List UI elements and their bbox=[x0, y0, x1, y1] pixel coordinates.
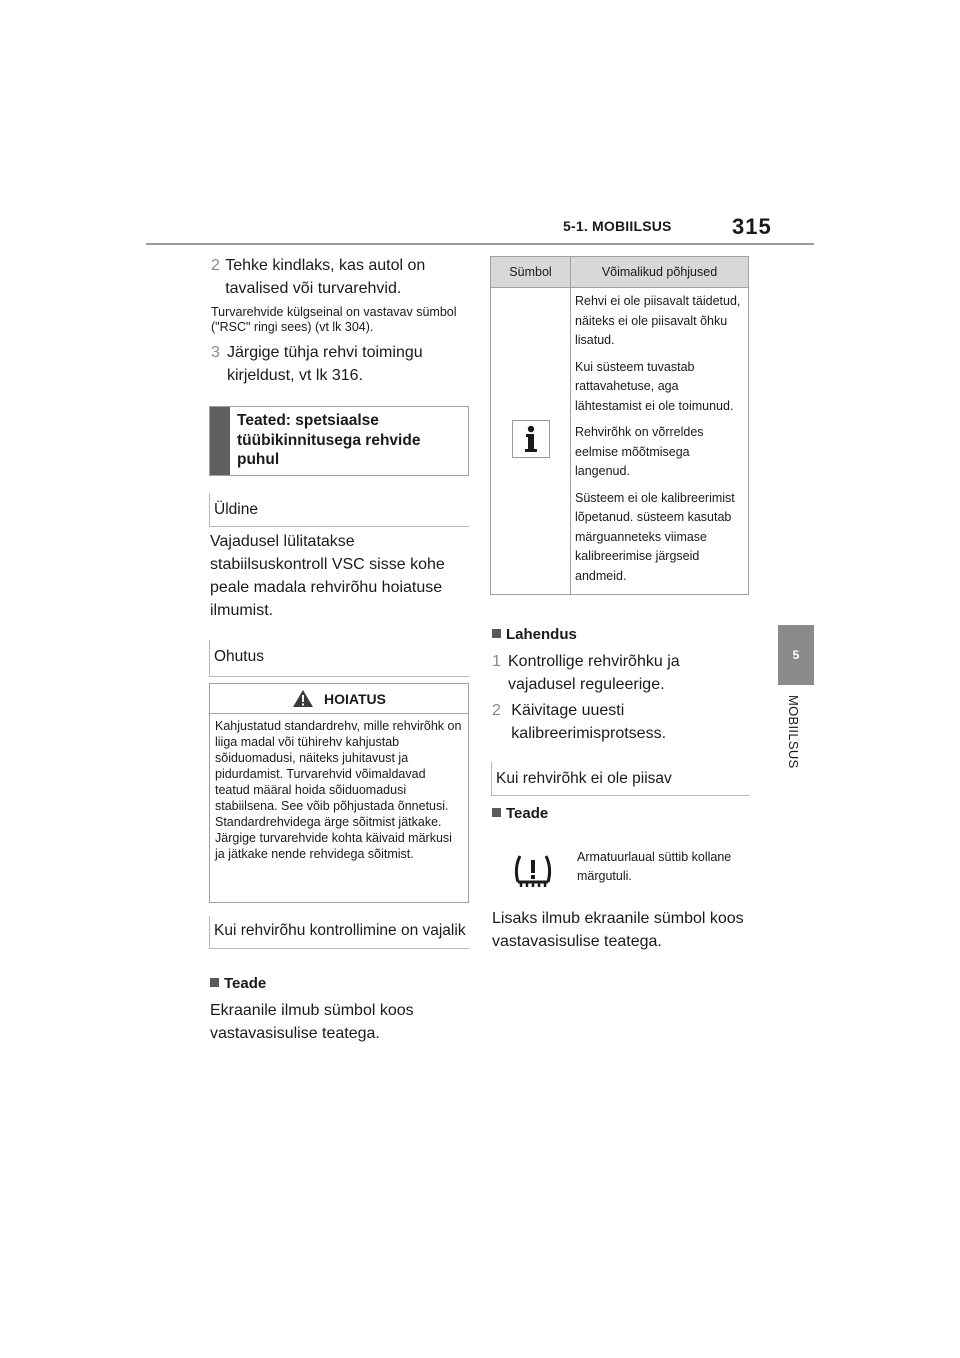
subhead-check: Kui rehvirõhu kontrollimine on vajalik bbox=[209, 916, 469, 949]
subhead-general: Üldine bbox=[209, 493, 469, 527]
tpms-text: Armatuurlaual süttib kollane märgutuli. bbox=[577, 850, 732, 883]
info-icon bbox=[512, 420, 550, 458]
bullet-teade-label: Teade bbox=[506, 805, 549, 822]
bullet-lahendus-label: Lahendus bbox=[506, 626, 577, 643]
chapter-label: MOBIILSUS bbox=[786, 695, 801, 769]
step-2 bbox=[211, 254, 471, 300]
step-3-text: Järgige tühja rehvi toimingu kirjeldust, vt lk 316. bbox=[226, 344, 423, 384]
step-3 bbox=[211, 341, 471, 387]
section-box-bar bbox=[210, 407, 230, 475]
col-reasons: Võimalikud põhjused bbox=[571, 257, 749, 288]
section-title: 5-1. MOBIILSUS bbox=[563, 218, 672, 234]
symbol-table bbox=[490, 256, 749, 595]
solution-2 bbox=[492, 699, 750, 745]
bullet-teade-right bbox=[492, 805, 548, 822]
warning-header bbox=[210, 684, 468, 714]
tire-pressure-warning-icon bbox=[512, 852, 554, 897]
step-3-number: 3 bbox=[211, 344, 220, 361]
warning-text: Kahjustatud standardrehv, mille rehvirõhk on liiga madal või tühirehv kahjustab sõiduomadusi, näiteks juhitavust ja pidurdamist. Turvarehvid võimaldavad teatud määral hoida sõiduomadusi stabiilsena. See võib põhjustada õnnetusi. Standardrehvidega ärge sõitmist jätkake. Järgige turvarehvide kohta käivaid märkusi ja jätkake nende rehvidega sõitmist. bbox=[215, 719, 462, 861]
solution-1 bbox=[492, 650, 750, 696]
rsc-note: Turvarehvide külgseinal on vastavav sümbol ("RSC" ringi sees) (vt lk 304). bbox=[211, 305, 457, 334]
solution-1-number: 1 bbox=[492, 653, 501, 670]
bullet-teade-label: Teade bbox=[224, 975, 267, 992]
subhead-safety: Ohutus bbox=[209, 640, 469, 677]
solution-2-text: Käivitage uuesti kalibreerimisprotsess. bbox=[511, 702, 667, 742]
header-divider bbox=[146, 243, 814, 245]
bullet-square-icon bbox=[492, 629, 501, 638]
section-box-title bbox=[209, 406, 469, 476]
chapter-tab: 5 bbox=[778, 625, 814, 685]
col-symbol: Sümbol bbox=[491, 257, 571, 288]
solution-1-text: Kontrollige rehvirõhku ja vajadusel reguleerige. bbox=[508, 653, 680, 693]
reason-item: Rehvi ei ole piisavalt täidetud, näiteks ei ole piisavalt õhku lisatud. bbox=[575, 294, 741, 347]
step-2-number: 2 bbox=[211, 257, 220, 274]
section-box-text: Teated: spetsiaalse tüübikinnitusega rehvide puhul bbox=[237, 412, 421, 468]
teade-text-left: Ekraanile ilmub sümbol koos vastavasisulise teatega. bbox=[210, 1002, 414, 1042]
general-text: Vajadusel lülitatakse stabiilsuskontroll VSC sisse kohe peale madala rehvirõhu hoiatuse ilmumist. bbox=[210, 533, 445, 619]
subhead-low-pressure: Kui rehvirõhk ei ole piisav bbox=[491, 762, 750, 796]
bullet-square-icon bbox=[210, 978, 219, 987]
reason-item: Kui süsteem tuvastab rattavahetuse, aga lähtestamist ei ole toimunud. bbox=[575, 359, 734, 413]
warning-triangle-icon bbox=[292, 689, 314, 708]
warning-title: HOIATUS bbox=[324, 690, 386, 707]
symbol-cell bbox=[491, 288, 571, 595]
final-text: Lisaks ilmub ekraanile sümbol koos vastavasisulise teatega. bbox=[492, 910, 744, 950]
bullet-teade-left bbox=[210, 975, 266, 992]
bullet-square-icon bbox=[492, 808, 501, 817]
step-2-text: Tehke kindlaks, kas autol on tavalised või turvarehvid. bbox=[225, 257, 426, 297]
warning-box bbox=[209, 683, 469, 903]
reason-item: Rehvirõhk on võrreldes eelmise mõõtmisega langenud. bbox=[575, 425, 704, 478]
solution-2-number: 2 bbox=[492, 702, 501, 719]
reason-item: Süsteem ei ole kalibreerimist lõpetanud. süsteem kasutab märguanneteks viimase kalibreerimise järgseid andmeid. bbox=[575, 490, 735, 583]
bullet-lahendus bbox=[492, 626, 577, 643]
reasons-cell bbox=[571, 288, 749, 595]
page-number: 315 bbox=[732, 214, 772, 239]
